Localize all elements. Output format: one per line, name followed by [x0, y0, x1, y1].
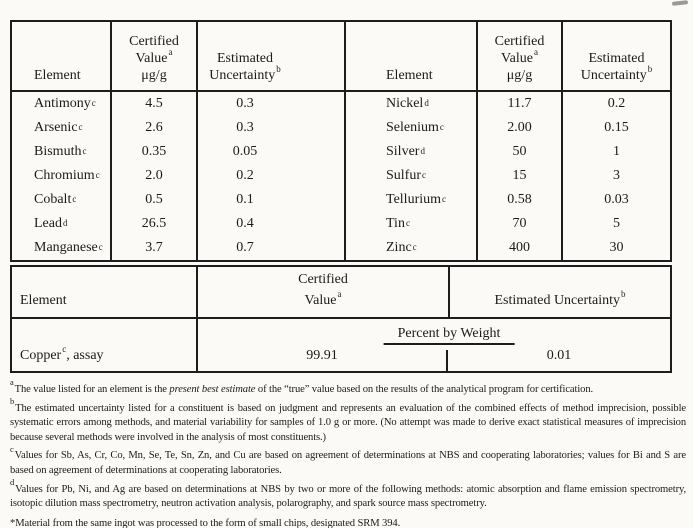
footnotes [10, 377, 686, 528]
element-cell: Silver $^d$ [346, 140, 478, 164]
footnote-star: *Material from the same ingot was processed to the form of small chips, designated SRM 394. [10, 517, 401, 528]
certified-value-cell: 400 [478, 236, 563, 260]
assay-header-band [10, 265, 672, 319]
copper-element-cell: Copper$^c$, assay [12, 319, 198, 371]
element-cell: Bismuth $^c$ [12, 140, 112, 164]
element-cell: Selenium $^c$ [346, 116, 478, 140]
uncertainty-cell: 3 [613, 168, 620, 183]
header-line: Certified [298, 272, 348, 287]
header-unit: μg/g [141, 68, 167, 83]
header-unit: μg/g [506, 68, 533, 83]
element-cell: Tin $^c$ [346, 212, 478, 236]
header-line: Value$^a$ [135, 47, 173, 66]
uncertainty-cell: 0.3 [198, 116, 346, 140]
header-line: Certified [494, 34, 545, 49]
element-cell: Arsenic $^c$ [12, 116, 112, 140]
element-cell: Tellurium $^c$ [346, 188, 478, 212]
assay-header-element: Element [12, 267, 198, 317]
tables-area [10, 20, 672, 373]
footnote-a: $^a$The value listed for an element is the present best estimate of the “true” value based on the results of the analytical program for certification. [10, 377, 594, 395]
uncertainty-cell: 0.3 [198, 92, 346, 116]
copper-assay-row [10, 319, 672, 373]
uncertainty-cell: 0.7 [198, 236, 346, 260]
uncertainty-cell: 0.05 [198, 140, 346, 164]
header-certified-value-left [112, 22, 198, 92]
header-line: Estimated [217, 51, 273, 66]
header-line: Estimated [588, 51, 645, 66]
certified-value-cell: 0.58 [478, 188, 563, 212]
certified-value-cell: 2.00 [478, 116, 563, 140]
percent-by-weight-label: Percent by Weight [384, 326, 515, 345]
copper-uncertainty-value: 0.01 [546, 348, 572, 363]
header-line: Estimated Uncertainty$^b$ [494, 289, 626, 308]
uncertainty-cell: 0.2 [198, 164, 346, 188]
certified-value-cell: 0.5 [112, 188, 198, 212]
element-cell: Cobalt $^c$ [12, 188, 112, 212]
assay-header-uncertainty [450, 267, 670, 317]
element-cell: Zinc $^c$ [346, 236, 478, 260]
element-cell: Antimony $^c$ [12, 92, 112, 116]
uncertainty-cell: 1 [613, 144, 620, 159]
assay-header-certified-value [198, 267, 450, 317]
certified-value-cell: 50 [478, 140, 563, 164]
uncertainty-cell: 5 [613, 216, 620, 231]
element-cell: Sulfur $^c$ [346, 164, 478, 188]
element-cell: Lead $^d$ [12, 212, 112, 236]
uncertainty-cell: 0.2 [607, 96, 626, 111]
trace-elements-table [10, 20, 672, 262]
footnote-b: $^b$The estimated uncertainty listed for a constituent is based on judgment and represents an evaluation of the combined effects of method imprecision, possible systematic errors among methods, and material variability for samples of 1.0 g or more. (No attempt was made to derive exact statistical measures of imprecision because several methods were involved in the analysis of most constituents.) [10, 396, 686, 443]
copper-certified-value: 99.91 [306, 348, 338, 363]
scan-artifact [672, 0, 688, 6]
uncertainty-cell: 0.4 [198, 212, 346, 236]
certified-value-cell: 2.6 [112, 116, 198, 140]
certified-value-cell: 4.5 [112, 92, 198, 116]
certified-value-cell: 0.35 [112, 140, 198, 164]
uncertainty-cell: 0.15 [604, 120, 629, 135]
uncertainty-cell: 30 [609, 240, 624, 255]
header-line: Value$^a$ [304, 289, 342, 308]
certified-value-cell: 11.7 [478, 92, 563, 116]
certified-value-cell: 2.0 [112, 164, 198, 188]
certified-value-cell: 3.7 [112, 236, 198, 260]
footnote-c: $^c$Values for Sb, As, Cr, Co, Mn, Se, Te, Sn, Zn, and Cu are based on agreement of determinations at NBS and cooperating laboratories; values for Bi and S are based on agreement of determinations at cooperating laboratories. [10, 443, 686, 476]
uncertainty-cell: 0.03 [604, 192, 629, 207]
header-element-left: Element [12, 22, 112, 92]
certified-value-cell: 15 [478, 164, 563, 188]
header-uncertainty-left [198, 22, 346, 92]
uncertainty-cell: 0.1 [198, 188, 346, 212]
element-cell: Manganese $^c$ [12, 236, 112, 260]
certified-value-cell: 70 [478, 212, 563, 236]
header-line: Uncertainty$^b$ [580, 64, 653, 83]
header-line: Value$^a$ [501, 47, 538, 66]
copper-values-area [198, 319, 672, 371]
header-element-right: Element [346, 22, 478, 92]
certified-value-cell: 26.5 [112, 212, 198, 236]
header-certified-value-right [478, 22, 563, 92]
footnote-d: $^d$Values for Pb, Ni, and Ag are based on determinations at NBS by two or more of the following methods: atomic absorption and flame emission spectrometry, isotopic dilution mass spectrometry, neutron activation analysis, polarography, and spark source mass spectrometry. [10, 477, 686, 510]
header-line: Certified [129, 34, 179, 49]
header-uncertainty-right [563, 22, 670, 92]
header-line: Uncertainty$^b$ [209, 64, 281, 83]
element-cell: Chromium $^c$ [12, 164, 112, 188]
element-cell: Nickel $^d$ [346, 92, 478, 116]
